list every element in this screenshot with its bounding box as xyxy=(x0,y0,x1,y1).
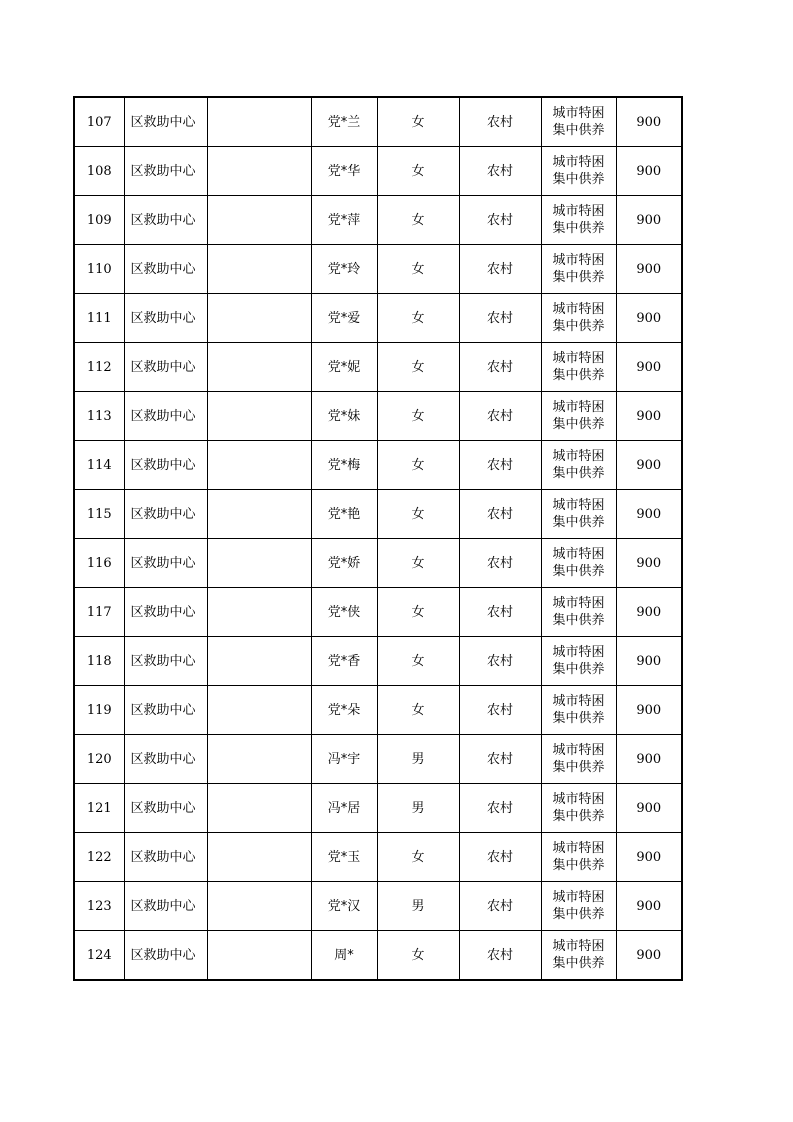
cell-gender: 女 xyxy=(377,245,459,294)
cell-number: 120 xyxy=(74,735,124,784)
support-type-line: 城市特困 xyxy=(552,351,605,366)
cell-residence: 农村 xyxy=(459,147,541,196)
cell-amount: 900 xyxy=(616,833,682,882)
cell-residence: 农村 xyxy=(459,931,541,981)
support-type-line: 城市特困 xyxy=(552,498,605,513)
support-type-line: 集中供养 xyxy=(552,221,605,236)
cell-blank xyxy=(207,539,311,588)
table-body xyxy=(74,97,682,980)
cell-support-type xyxy=(541,97,616,147)
cell-amount: 900 xyxy=(616,686,682,735)
cell-amount: 900 xyxy=(616,147,682,196)
cell-unit: 区救助中心 xyxy=(124,833,207,882)
cell-amount: 900 xyxy=(616,343,682,392)
cell-blank xyxy=(207,882,311,931)
cell-blank xyxy=(207,392,311,441)
cell-blank xyxy=(207,490,311,539)
support-type-line: 集中供养 xyxy=(552,613,605,628)
recipient-table xyxy=(73,96,683,981)
table-row xyxy=(74,196,682,245)
table-row xyxy=(74,735,682,784)
cell-residence: 农村 xyxy=(459,686,541,735)
support-type-line: 集中供养 xyxy=(552,123,605,138)
cell-gender: 女 xyxy=(377,441,459,490)
support-type-line: 城市特困 xyxy=(552,645,605,660)
support-type-line: 集中供养 xyxy=(552,760,605,775)
cell-name: 周* xyxy=(311,931,377,981)
table-row xyxy=(74,147,682,196)
cell-unit: 区救助中心 xyxy=(124,686,207,735)
cell-number: 111 xyxy=(74,294,124,343)
cell-unit: 区救助中心 xyxy=(124,392,207,441)
support-type-line: 集中供养 xyxy=(552,319,605,334)
cell-unit: 区救助中心 xyxy=(124,294,207,343)
cell-unit: 区救助中心 xyxy=(124,343,207,392)
cell-amount: 900 xyxy=(616,637,682,686)
table-row xyxy=(74,392,682,441)
support-type-line: 城市特困 xyxy=(552,939,605,954)
cell-blank xyxy=(207,441,311,490)
support-type-line: 集中供养 xyxy=(552,515,605,530)
cell-gender: 女 xyxy=(377,343,459,392)
cell-unit: 区救助中心 xyxy=(124,637,207,686)
support-type-line: 集中供养 xyxy=(552,858,605,873)
table-row xyxy=(74,588,682,637)
support-type-line: 城市特困 xyxy=(552,449,605,464)
cell-residence: 农村 xyxy=(459,294,541,343)
support-type-line: 城市特困 xyxy=(552,302,605,317)
cell-amount: 900 xyxy=(616,97,682,147)
cell-unit: 区救助中心 xyxy=(124,97,207,147)
cell-name: 党*娇 xyxy=(311,539,377,588)
cell-support-type xyxy=(541,490,616,539)
cell-support-type xyxy=(541,196,616,245)
support-type-line: 城市特困 xyxy=(552,792,605,807)
cell-support-type xyxy=(541,245,616,294)
cell-blank xyxy=(207,97,311,147)
cell-unit: 区救助中心 xyxy=(124,539,207,588)
cell-unit: 区救助中心 xyxy=(124,196,207,245)
cell-number: 109 xyxy=(74,196,124,245)
cell-residence: 农村 xyxy=(459,245,541,294)
cell-gender: 男 xyxy=(377,882,459,931)
table-row xyxy=(74,931,682,981)
support-type-line: 城市特困 xyxy=(552,890,605,905)
table-row xyxy=(74,245,682,294)
cell-blank xyxy=(207,147,311,196)
cell-gender: 女 xyxy=(377,833,459,882)
cell-gender: 女 xyxy=(377,294,459,343)
support-type-line: 集中供养 xyxy=(552,368,605,383)
cell-number: 114 xyxy=(74,441,124,490)
cell-unit: 区救助中心 xyxy=(124,784,207,833)
cell-number: 115 xyxy=(74,490,124,539)
cell-residence: 农村 xyxy=(459,343,541,392)
cell-residence: 农村 xyxy=(459,784,541,833)
cell-support-type xyxy=(541,343,616,392)
cell-gender: 男 xyxy=(377,735,459,784)
support-type-line: 城市特困 xyxy=(552,694,605,709)
support-type-line: 集中供养 xyxy=(552,270,605,285)
cell-number: 122 xyxy=(74,833,124,882)
cell-gender: 女 xyxy=(377,392,459,441)
support-type-line: 城市特困 xyxy=(552,106,605,121)
cell-gender: 女 xyxy=(377,490,459,539)
cell-number: 116 xyxy=(74,539,124,588)
cell-gender: 女 xyxy=(377,196,459,245)
cell-unit: 区救助中心 xyxy=(124,588,207,637)
cell-support-type xyxy=(541,784,616,833)
table-row xyxy=(74,882,682,931)
cell-gender: 女 xyxy=(377,931,459,981)
cell-amount: 900 xyxy=(616,882,682,931)
cell-residence: 农村 xyxy=(459,735,541,784)
cell-support-type xyxy=(541,735,616,784)
support-type-line: 集中供养 xyxy=(552,907,605,922)
cell-name: 党*华 xyxy=(311,147,377,196)
table-row xyxy=(74,294,682,343)
cell-number: 119 xyxy=(74,686,124,735)
table-row xyxy=(74,784,682,833)
cell-unit: 区救助中心 xyxy=(124,931,207,981)
support-type-line: 集中供养 xyxy=(552,809,605,824)
cell-number: 107 xyxy=(74,97,124,147)
cell-residence: 农村 xyxy=(459,490,541,539)
cell-amount: 900 xyxy=(616,931,682,981)
support-type-line: 城市特困 xyxy=(552,743,605,758)
table-row xyxy=(74,539,682,588)
cell-number: 113 xyxy=(74,392,124,441)
cell-blank xyxy=(207,588,311,637)
cell-number: 112 xyxy=(74,343,124,392)
support-type-line: 城市特困 xyxy=(552,253,605,268)
cell-support-type xyxy=(541,588,616,637)
cell-name: 党*香 xyxy=(311,637,377,686)
cell-amount: 900 xyxy=(616,294,682,343)
cell-name: 党*玉 xyxy=(311,833,377,882)
cell-number: 118 xyxy=(74,637,124,686)
cell-unit: 区救助中心 xyxy=(124,441,207,490)
cell-amount: 900 xyxy=(616,539,682,588)
table-row xyxy=(74,686,682,735)
cell-name: 党*梅 xyxy=(311,441,377,490)
support-type-line: 城市特困 xyxy=(552,596,605,611)
support-type-line: 集中供养 xyxy=(552,662,605,677)
cell-residence: 农村 xyxy=(459,637,541,686)
cell-residence: 农村 xyxy=(459,97,541,147)
cell-gender: 女 xyxy=(377,686,459,735)
cell-support-type xyxy=(541,833,616,882)
cell-support-type xyxy=(541,686,616,735)
table-row xyxy=(74,97,682,147)
cell-amount: 900 xyxy=(616,392,682,441)
cell-unit: 区救助中心 xyxy=(124,735,207,784)
cell-amount: 900 xyxy=(616,490,682,539)
cell-gender: 男 xyxy=(377,784,459,833)
cell-residence: 农村 xyxy=(459,882,541,931)
cell-residence: 农村 xyxy=(459,392,541,441)
cell-unit: 区救助中心 xyxy=(124,882,207,931)
cell-number: 123 xyxy=(74,882,124,931)
cell-blank xyxy=(207,735,311,784)
cell-name: 党*汉 xyxy=(311,882,377,931)
cell-gender: 女 xyxy=(377,147,459,196)
cell-unit: 区救助中心 xyxy=(124,147,207,196)
cell-name: 冯*居 xyxy=(311,784,377,833)
cell-name: 党*兰 xyxy=(311,97,377,147)
cell-number: 108 xyxy=(74,147,124,196)
support-type-line: 城市特困 xyxy=(552,155,605,170)
table-row xyxy=(74,441,682,490)
cell-support-type xyxy=(541,931,616,981)
support-type-line: 集中供养 xyxy=(552,956,605,971)
cell-blank xyxy=(207,784,311,833)
cell-support-type xyxy=(541,392,616,441)
cell-name: 党*艳 xyxy=(311,490,377,539)
cell-name: 党*玲 xyxy=(311,245,377,294)
cell-amount: 900 xyxy=(616,441,682,490)
cell-support-type xyxy=(541,294,616,343)
cell-support-type xyxy=(541,441,616,490)
cell-support-type xyxy=(541,539,616,588)
cell-number: 110 xyxy=(74,245,124,294)
cell-residence: 农村 xyxy=(459,588,541,637)
support-type-line: 城市特困 xyxy=(552,204,605,219)
table-row xyxy=(74,833,682,882)
cell-amount: 900 xyxy=(616,588,682,637)
cell-number: 124 xyxy=(74,931,124,981)
support-type-line: 集中供养 xyxy=(552,466,605,481)
table-row xyxy=(74,343,682,392)
cell-name: 冯*宇 xyxy=(311,735,377,784)
cell-support-type xyxy=(541,147,616,196)
support-type-line: 城市特困 xyxy=(552,547,605,562)
cell-blank xyxy=(207,196,311,245)
cell-residence: 农村 xyxy=(459,539,541,588)
cell-amount: 900 xyxy=(616,245,682,294)
cell-residence: 农村 xyxy=(459,833,541,882)
support-type-line: 城市特困 xyxy=(552,841,605,856)
cell-gender: 女 xyxy=(377,588,459,637)
cell-blank xyxy=(207,343,311,392)
cell-name: 党*爱 xyxy=(311,294,377,343)
cell-support-type xyxy=(541,637,616,686)
cell-name: 党*侠 xyxy=(311,588,377,637)
cell-number: 121 xyxy=(74,784,124,833)
cell-residence: 农村 xyxy=(459,196,541,245)
cell-blank xyxy=(207,833,311,882)
cell-blank xyxy=(207,931,311,981)
cell-name: 党*朵 xyxy=(311,686,377,735)
cell-number: 117 xyxy=(74,588,124,637)
cell-gender: 女 xyxy=(377,637,459,686)
table-row xyxy=(74,490,682,539)
cell-gender: 女 xyxy=(377,539,459,588)
table-row xyxy=(74,637,682,686)
support-type-line: 集中供养 xyxy=(552,172,605,187)
cell-unit: 区救助中心 xyxy=(124,490,207,539)
cell-blank xyxy=(207,637,311,686)
support-type-line: 集中供养 xyxy=(552,564,605,579)
cell-gender: 女 xyxy=(377,97,459,147)
cell-amount: 900 xyxy=(616,784,682,833)
cell-name: 党*妹 xyxy=(311,392,377,441)
cell-blank xyxy=(207,245,311,294)
cell-support-type xyxy=(541,882,616,931)
support-type-line: 城市特困 xyxy=(552,400,605,415)
support-type-line: 集中供养 xyxy=(552,711,605,726)
cell-amount: 900 xyxy=(616,196,682,245)
cell-blank xyxy=(207,294,311,343)
cell-amount: 900 xyxy=(616,735,682,784)
support-type-line: 集中供养 xyxy=(552,417,605,432)
cell-unit: 区救助中心 xyxy=(124,245,207,294)
cell-name: 党*妮 xyxy=(311,343,377,392)
cell-name: 党*萍 xyxy=(311,196,377,245)
cell-blank xyxy=(207,686,311,735)
cell-residence: 农村 xyxy=(459,441,541,490)
